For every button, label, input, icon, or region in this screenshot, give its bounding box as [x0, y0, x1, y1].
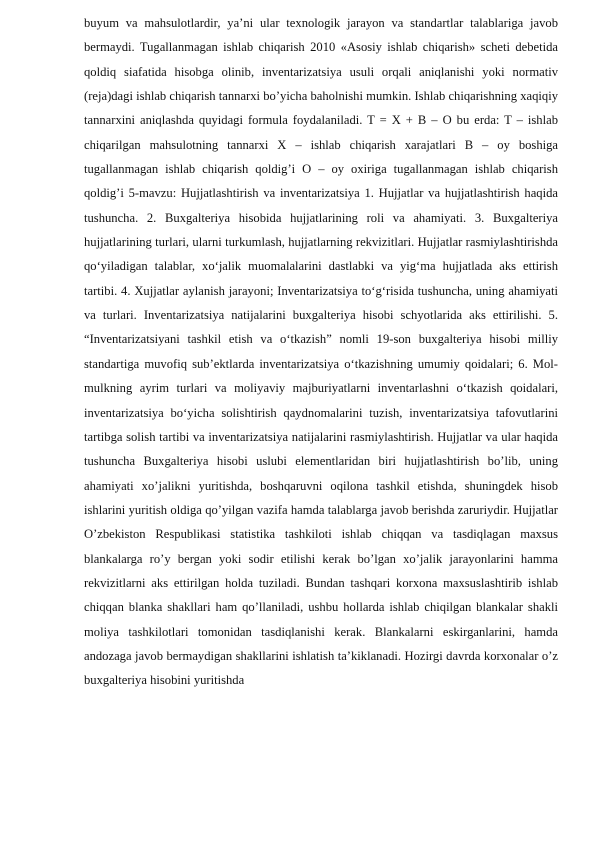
document-page [84, 11, 558, 693]
body-paragraph: buyum va mahsulotlardir, ya’ni ular texnologik jarayon va standartlar talablariga javob bermaydi. Tugallanmagan ishlab chiqarish 2010 «Asosiy ishlab chiqarish» scheti debetida qoldiq siafatida hisobga olinib, inventarizatsiya usuli orqali aniqlanishi yoki normativ (reja)dagi ishlab chiqarish tannarxi bo’yicha baholnishi mumkin. Ishlab chiqarishning xaqiqiy tannarxini aniqlashda quyidagi formula foydalaniladi. T = X + B – O bu erda: T – ishlab chiqarilgan mahsulotning tannarxi X – ishlab chiqarish xarajatlari B – oy boshiga tugallanmagan ishlab chiqarish qoldig’i O – oy oxiriga tugallanmagan ishlab chiqarish qoldig’i 5-mavzu: Hujjatlashtirish va inventarizatsiya 1. Hujjatlar va hujjatlashtirish haqida tushuncha. 2. Buxgalteriya hisobida hujjatlarining roli va ahamiyati. 3. Buxgalteriya hujjatlarining turlari, ularni turkumlash, hujjatlarning rekvizitlari. Hujjatlar rasmiylashtirishda qo‘yiladigan talablar, xo‘jalik muomalalarini dastlabki va yig‘ma hujjatlada aks ettirish tartibi. 4. Xujjatlar aylanish jarayoni; Inventarizatsiya to‘g‘risida tushuncha, uning ahamiyati va turlari. Inventarizatsiya natijalarini buxgalteriya hisobi schyotlarida aks ettirilishi. 5. “Inventarizatsiyani tashkil etish va o‘tkazish” nomli 19-son buxgalteriya hisobi milliy standartiga muvofiq sub’ektlarda inventarizatsiya o‘tkazishning umumiy qoidalari; 6. Mol-mulkning ayrim turlari va moliyaviy majburiyatlarni inventarlashni o‘tkazish qoidalari, inventarizatsiya bo‘yicha solishtirish qaydnomalarini tuzish, inventarizatsiya tafovutlarini tartibga solish tartibi va inventarizatsiya natijalarini rasmiylashtirish. Hujjatlar va ular haqida tushuncha Buxgalteriya hisobi uslubi elementlaridan biri hujjatlashtirish bo’lib, uning ahamiyati xo’jalikni yuritishda, boshqaruvni oqilona tashkil etishda, shuningdek hisob ishlarini yuritish oldiga qo’yilgan vazifa hamda talablarga javob berishda zaruriydir. Hujjatlar O’zbekiston Respublikasi statistika tashkiloti ishlab chiqqan va tasdiqlagan maxsus blankalarga ro’y bergan yoki sodir etilishi kerak bo’lgan xo’jalik jarayonlarini hamma rekvizitlarni aks ettirilgan holda tuziladi. Bundan tashqari korxona maxsuslashtirib ishlab chiqqan blanka shakllari ham qo’llaniladi, ushbu hollarda ishlab chiqilgan blankalar shakli moliya tashkilotlari tomonidan tasdiqlanishi kerak. Blankalarni eskirganlarini, hamda andozaga javob bermaydigan shakllarini ishlatish ta’kiklanadi. Hozirgi davrda korxonalar o’z buxgalteriya hisobini yuritishda [84, 16, 558, 688]
